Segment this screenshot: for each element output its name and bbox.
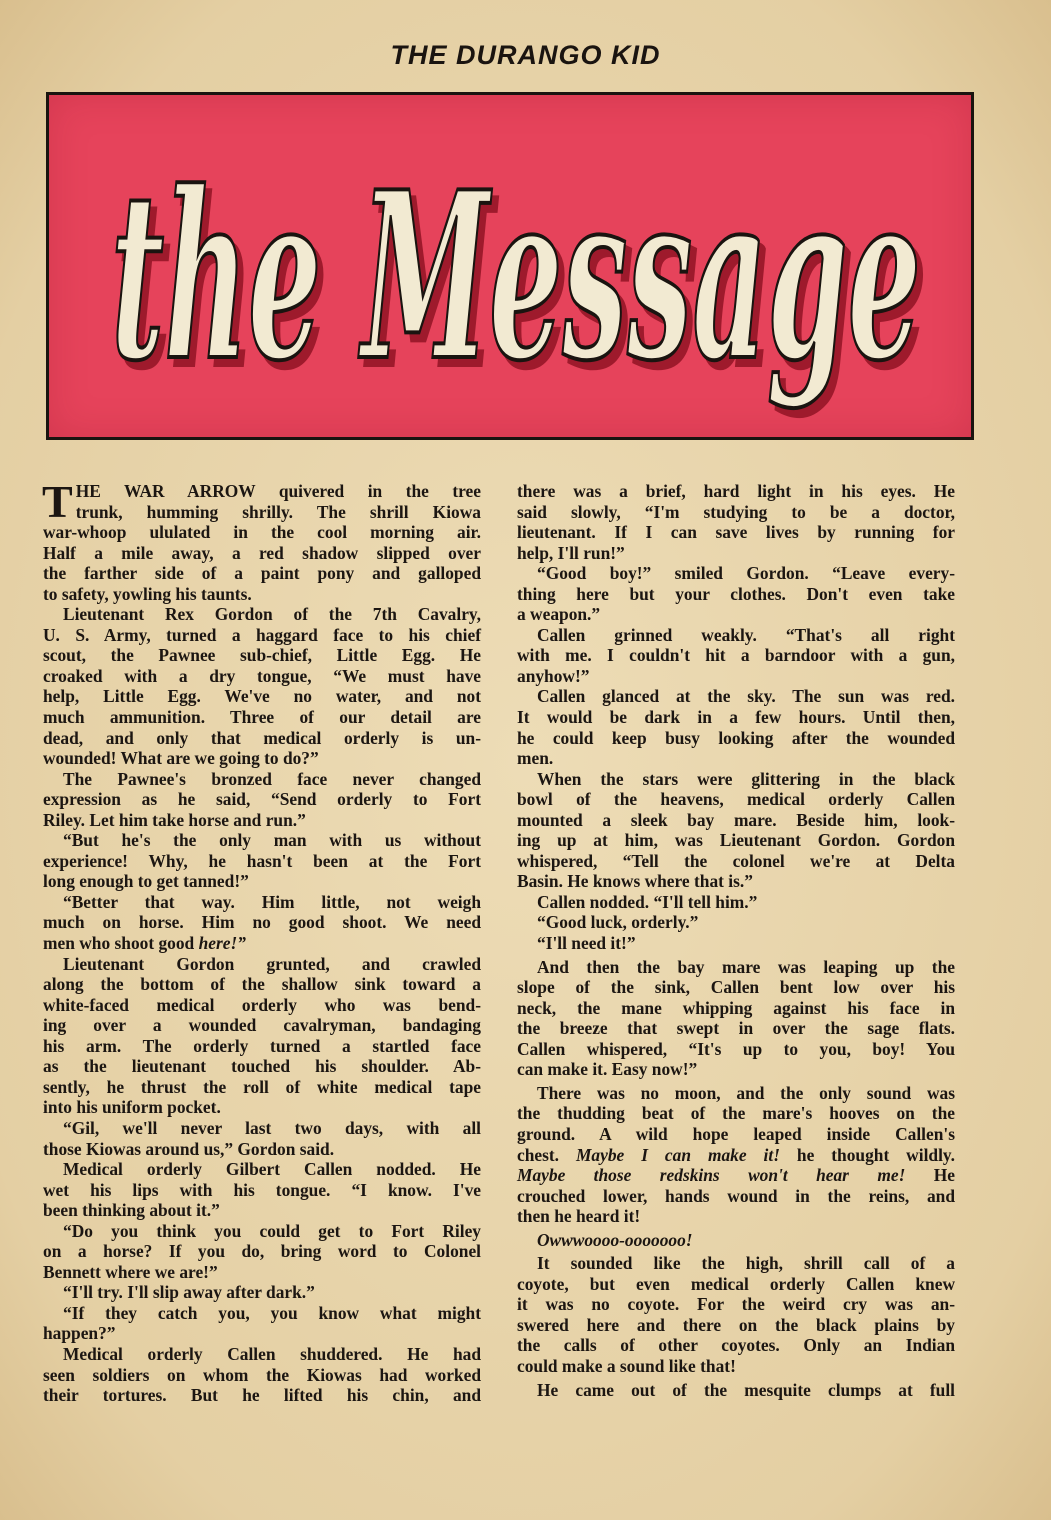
text: He <box>905 1165 955 1186</box>
left-text-column <box>42 476 481 1406</box>
text: wet his lips with his tongue. “I know. I've <box>43 1179 481 1200</box>
text-line <box>517 502 955 523</box>
text-line <box>517 1039 955 1060</box>
paragraph <box>43 892 481 954</box>
paragraph <box>43 1303 481 1344</box>
paragraph <box>43 1344 481 1406</box>
text-line <box>517 1206 955 1227</box>
text-line <box>43 1344 481 1365</box>
text: said slowly, “I'm studying to be a doctor, <box>517 501 955 522</box>
text-line <box>43 522 481 543</box>
text: white-faced medical orderly who was bend- <box>43 994 481 1015</box>
text: sently, he thrust the roll of white medical tape <box>43 1076 481 1097</box>
paragraph <box>43 830 481 892</box>
text-line <box>517 871 955 892</box>
text-line <box>43 1365 481 1386</box>
text: thing here but your clothes. Don't even take <box>517 583 955 604</box>
text: Riley. Let him take horse and run.” <box>43 809 306 830</box>
text-line <box>43 563 481 584</box>
text-line <box>43 543 481 564</box>
text: neck, the mane whipping against his face in <box>517 997 955 1018</box>
text: Callen nodded. “I'll tell him.” <box>537 891 758 912</box>
text: help, Little Egg. We've no water, and not <box>43 686 481 707</box>
text-line <box>43 851 481 872</box>
text: Callen glanced at the sky. The sun was red. <box>537 686 955 707</box>
text: Half a mile away, a red shadow slipped over <box>43 542 481 563</box>
text: “I'll try. I'll slip away after dark.” <box>63 1282 315 1303</box>
text-line <box>517 1145 955 1166</box>
text-line <box>43 1180 481 1201</box>
text: his arm. The orderly turned a startled face <box>43 1035 481 1056</box>
text: happen?” <box>43 1323 116 1344</box>
text: “Good boy!” smiled Gordon. “Leave every- <box>537 563 955 584</box>
text-line <box>43 1118 481 1139</box>
text: can make it. Easy now!” <box>517 1059 698 1080</box>
text-line <box>517 543 955 564</box>
text: there was a brief, hard light in his eyes. He <box>517 481 955 501</box>
paragraph <box>517 1253 955 1376</box>
text-line <box>517 666 955 687</box>
paragraph <box>517 1380 955 1401</box>
text-line <box>43 1262 481 1283</box>
text: chest. <box>517 1144 576 1165</box>
text: bowl of the heavens, medical orderly Callen <box>517 789 955 810</box>
text: croaked with a dry tongue, “We must have <box>43 665 481 686</box>
text: swered here and there on the black plains by <box>517 1314 955 1335</box>
text: “Better that way. Him little, not weigh <box>63 891 481 912</box>
text: on a horse? If you do, bring word to Colonel <box>43 1241 481 1262</box>
text: a weapon.” <box>517 604 601 625</box>
paragraph <box>42 476 481 604</box>
paragraph <box>517 933 955 954</box>
text: coyote, but even medical orderly Callen knew <box>517 1273 955 1294</box>
text: he thought wildly. <box>779 1144 955 1165</box>
text-line <box>43 912 481 933</box>
text-line <box>43 1282 481 1303</box>
text-line <box>43 481 481 502</box>
text: slope of the sink, Callen bent low over his <box>517 977 955 998</box>
text: much on horse. Him no good shoot. We need <box>43 912 481 933</box>
italic-text: here!” <box>198 933 246 954</box>
text-line <box>43 666 481 687</box>
text: much ammunition. Three of our detail are <box>43 707 481 728</box>
text-line <box>517 1380 955 1401</box>
text-line <box>43 789 481 810</box>
text: men who shoot good <box>43 933 199 954</box>
paragraph <box>517 957 955 1080</box>
text-line <box>517 912 955 933</box>
text: “Gil, we'll never last two days, with all <box>63 1117 481 1138</box>
text: lieutenant. If I can save lives by running for <box>517 522 955 543</box>
text-line <box>43 1323 481 1344</box>
text-line <box>517 1103 955 1124</box>
text: “Good luck, orderly.” <box>537 912 699 933</box>
text-line <box>517 604 955 625</box>
paragraph <box>43 604 481 768</box>
text-line <box>517 1165 955 1186</box>
text: “But he's the only man with us without <box>63 830 481 851</box>
text: ground. A wild hope leaped inside Callen's <box>517 1123 955 1144</box>
text-line <box>517 645 955 666</box>
story-title-banner <box>46 92 974 440</box>
text: into his uniform pocket. <box>43 1097 221 1118</box>
text-line <box>517 933 955 954</box>
text: Medical orderly Callen shuddered. He had <box>63 1343 481 1364</box>
text-line <box>517 1083 955 1104</box>
text: Medical orderly Gilbert Callen nodded. He <box>63 1159 481 1180</box>
text: expression as he said, “Send orderly to Fort <box>43 789 481 810</box>
text: then he heard it! <box>517 1206 641 1227</box>
text: dead, and only that medical orderly is un- <box>43 727 481 748</box>
text-line <box>517 625 955 646</box>
text-line <box>517 1253 955 1274</box>
text-line <box>43 686 481 707</box>
text: trunk, humming shrilly. The shrill Kiowa <box>75 501 481 522</box>
text-line <box>517 998 955 1019</box>
text: long enough to get tanned!” <box>43 871 249 892</box>
text-line <box>43 810 481 831</box>
text-line <box>517 707 955 728</box>
text-line <box>517 892 955 913</box>
text-line <box>43 1385 481 1406</box>
text-line <box>517 1274 955 1295</box>
text: the breeze that swept in over the sage flats. <box>517 1018 955 1039</box>
text: It would be dark in a few hours. Until then, <box>517 707 955 728</box>
text-line <box>43 974 481 995</box>
paragraph <box>43 1118 481 1159</box>
text: the calls of other coyotes. Only an Indian <box>517 1335 955 1356</box>
text: their tortures. But he lifted his chin, and <box>43 1385 481 1406</box>
text: There was no moon, and the only sound was <box>537 1082 955 1103</box>
text-line <box>43 830 481 851</box>
text-line <box>517 789 955 810</box>
text-line <box>43 769 481 790</box>
text: experience! Why, he hasn't been at the Fort <box>43 850 481 871</box>
text-line <box>517 830 955 851</box>
text-line <box>517 1124 955 1145</box>
paragraph <box>517 481 955 563</box>
text: the thudding beat of the mare's hooves on the <box>517 1103 955 1124</box>
text: Callen whispered, “It's up to you, boy! You <box>517 1038 955 1059</box>
text: When the stars were glittering in the black <box>537 768 955 789</box>
text: Bennett where we are!” <box>43 1261 218 1282</box>
drop-cap: T <box>42 476 73 527</box>
text: with me. I couldn't hit a barndoor with a gun, <box>517 645 955 666</box>
text: ing up at him, was Lieutenant Gordon. Gordon <box>517 830 955 851</box>
text: been thinking about it.” <box>43 1200 220 1221</box>
text-line <box>517 977 955 998</box>
text: the farther side of a paint pony and galloped <box>43 563 481 584</box>
text-line <box>517 563 955 584</box>
text-line <box>43 1139 481 1160</box>
italic-text: Maybe those redskins won't hear me! <box>517 1165 906 1186</box>
text-line <box>517 1315 955 1336</box>
text-line <box>517 1059 955 1080</box>
text-line <box>43 995 481 1016</box>
text: And then the bay mare was leaping up the <box>537 956 955 977</box>
text-line <box>43 892 481 913</box>
text-line <box>43 1303 481 1324</box>
text-line <box>517 769 955 790</box>
text: It sounded like the high, shrill call of a <box>537 1253 955 1274</box>
text-line <box>43 748 481 769</box>
text: U. S. Army, turned a haggard face to his chief <box>43 624 481 645</box>
text-line <box>517 957 955 978</box>
text: He came out of the mesquite clumps at full <box>537 1379 955 1400</box>
text: mounted a sleek bay mare. Beside him, look- <box>517 809 955 830</box>
text-line <box>43 728 481 749</box>
text-line <box>517 481 955 502</box>
text: Lieutenant Gordon grunted, and crawled <box>63 953 481 974</box>
text-line <box>43 1097 481 1118</box>
text-line <box>43 707 481 728</box>
text-line <box>43 1056 481 1077</box>
text: he could keep busy looking after the wounded <box>517 727 955 748</box>
text-line <box>43 502 481 523</box>
paragraph <box>43 1221 481 1283</box>
text-line <box>43 871 481 892</box>
story-title-graphic <box>49 95 971 437</box>
text: The Pawnee's bronzed face never changed <box>63 768 481 789</box>
series-header: THE DURANGO KID <box>390 40 661 70</box>
text-line <box>517 1356 955 1377</box>
text-line <box>43 1015 481 1036</box>
text-line <box>517 584 955 605</box>
text: Basin. He knows where that is.” <box>517 871 753 892</box>
text: those Kiowas around us,” Gordon said. <box>43 1138 335 1159</box>
text-line <box>43 604 481 625</box>
text-line <box>517 1018 955 1039</box>
text-line <box>517 810 955 831</box>
italic-text: Maybe I can make it! <box>575 1144 780 1165</box>
text: “Do you think you could get to Fort Riley <box>63 1220 481 1241</box>
text-line <box>43 1221 481 1242</box>
text-line <box>43 584 481 605</box>
text-line <box>517 748 955 769</box>
paragraph <box>517 892 955 913</box>
text: “I'll need it!” <box>537 933 636 954</box>
paragraph <box>43 1282 481 1303</box>
text-line <box>43 1159 481 1180</box>
text-line <box>517 1186 955 1207</box>
text: whispered, “Tell the colonel we're at Delta <box>517 850 955 871</box>
text: it was no coyote. For the weird cry was an- <box>517 1294 955 1315</box>
paragraph <box>517 625 955 687</box>
paragraph <box>517 1230 955 1251</box>
paragraph <box>517 1083 955 1227</box>
paragraph <box>43 1159 481 1221</box>
text-line <box>517 1230 955 1251</box>
story-title: the Message <box>111 142 921 412</box>
right-text-column <box>517 481 955 1400</box>
text-line <box>43 1241 481 1262</box>
text: Lieutenant Rex Gordon of the 7th Cavalry, <box>63 604 481 625</box>
text-line <box>43 954 481 975</box>
text: “If they catch you, you know what might <box>63 1302 481 1323</box>
paragraph <box>517 686 955 768</box>
paragraph <box>43 769 481 831</box>
text: war-whoop ululated in the cool morning air. <box>43 522 481 543</box>
text: scout, the Pawnee sub-chief, Little Egg. He <box>43 645 481 666</box>
text-line <box>43 1036 481 1057</box>
text-line <box>43 645 481 666</box>
paragraph <box>43 954 481 1118</box>
text: HE WAR ARROW quivered in the tree <box>75 481 481 501</box>
text-line <box>517 851 955 872</box>
text: help, I'll run!” <box>517 542 625 563</box>
text-line <box>517 728 955 749</box>
text: seen soldiers on whom the Kiowas had worked <box>43 1364 481 1385</box>
text-line <box>517 1335 955 1356</box>
text-line <box>517 522 955 543</box>
italic-text: Owwwoooo-ooooooo! <box>537 1229 693 1250</box>
text: ing over a wounded cavalryman, bandaging <box>43 1015 481 1036</box>
text-line <box>43 625 481 646</box>
text: could make a sound like that! <box>517 1355 736 1376</box>
paragraph <box>517 769 955 892</box>
paragraph <box>517 563 955 625</box>
text-line <box>43 933 481 954</box>
text: crouched lower, hands wound in the reins, and <box>517 1185 955 1206</box>
text: as the lieutenant touched his shoulder. Ab- <box>43 1056 481 1077</box>
text-line <box>43 1200 481 1221</box>
text: men. <box>517 748 554 769</box>
text: Callen grinned weakly. “That's all right <box>537 624 955 645</box>
text: along the bottom of the shallow sink toward a <box>43 974 481 995</box>
text-line <box>517 1294 955 1315</box>
text: anyhow!” <box>517 665 590 686</box>
text: to safety, yowling his taunts. <box>43 583 252 604</box>
text-line <box>43 1077 481 1098</box>
paragraph <box>517 912 955 933</box>
text: wounded! What are we going to do?” <box>43 748 319 769</box>
text-line <box>517 686 955 707</box>
